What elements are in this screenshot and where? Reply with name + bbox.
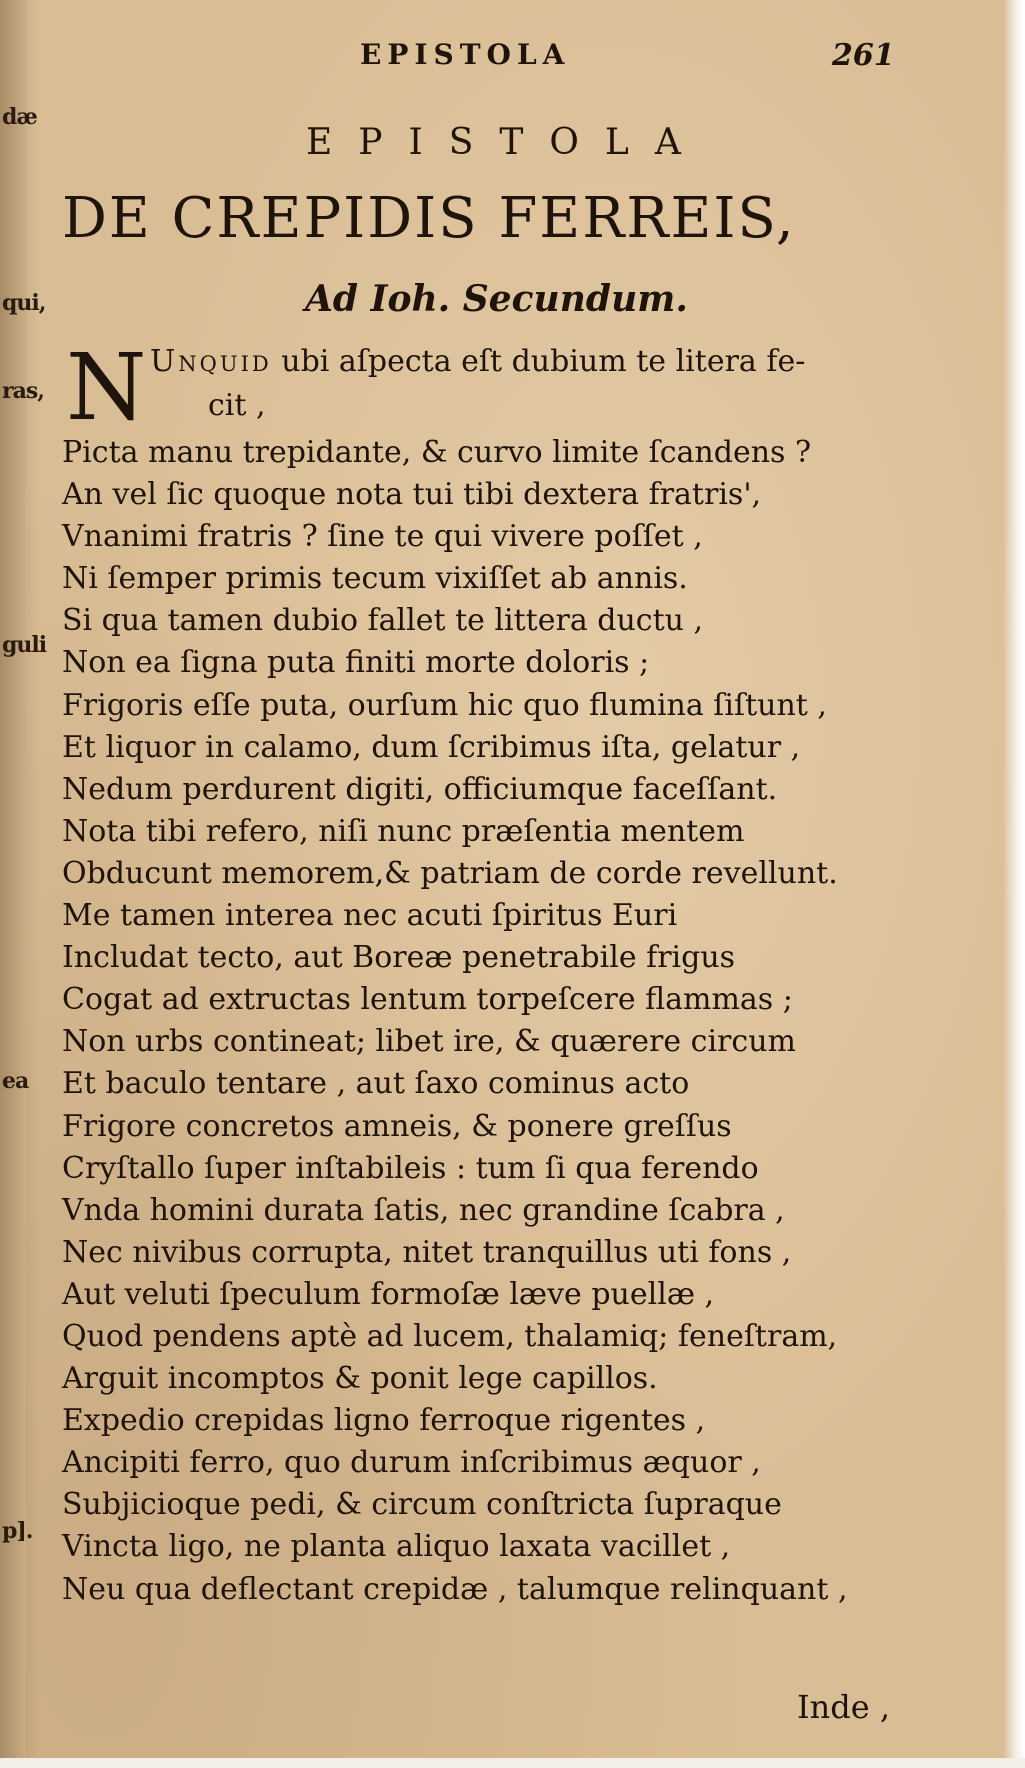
verse-line: Vincta ligo, ne planta aliquo laxata vacillet ,: [62, 1529, 731, 1565]
verse-line: Non urbs contineat; libet ire, & quærere circum: [62, 1024, 796, 1060]
drop-cap: N: [66, 334, 147, 441]
verse-line: Me tamen interea nec acuti ſpiritus Euri: [62, 898, 678, 934]
heading-label: EPISTOLA: [306, 122, 707, 163]
verse-line: Frigore concretos amneis, & ponere greſſus: [62, 1108, 732, 1144]
verse-line: Picta manu trepidante, & curvo limite ſcandens ?: [62, 435, 812, 470]
margin-fragment: guli: [2, 632, 47, 658]
margin-fragment: p].: [2, 1518, 33, 1544]
verse-line: Subjicioque pedi, & circum conſtricta ſupraque: [62, 1487, 782, 1523]
verse-line: An vel ſic quoque nota tui tibi dextera fratris',: [62, 477, 762, 513]
verse-line: Non ea ſigna puta finiti morte doloris ;: [62, 645, 650, 681]
first-line-text: ubi aſpecta eſt dubium te litera fe-: [281, 344, 806, 379]
verse-line: Ni ſemper primis tecum vixiſſet ab annis.: [62, 561, 688, 597]
first-verse-line: [150, 344, 805, 379]
verse-line: Quod pendens aptè ad lucem, thalamiq; feneſtram,: [62, 1318, 838, 1354]
verse-line: Vnda homini durata ſatis, nec grandine ſcabra ,: [62, 1192, 785, 1228]
verse-line: Et liquor in calamo, dum ſcribimus iſta, gelatur ,: [62, 729, 801, 765]
verse-line: Expedio crepidas ligno ferroque rigentes ,: [62, 1403, 706, 1439]
verse-line: Neu qua deflectant crepidæ , talumque relinquant ,: [62, 1571, 848, 1607]
first-word-caps: Unquid: [150, 344, 272, 379]
verse-line: Includat tecto, aut Boreæ penetrabile frigus: [62, 940, 736, 976]
running-head: EPISTOLA: [360, 38, 571, 71]
first-line-continuation: cit ,: [208, 388, 266, 423]
page-title: DE CREPIDIS FERREIS,: [62, 186, 796, 251]
verse-line: Nec nivibus corrupta, nitet tranquillus uti fons ,: [62, 1234, 792, 1270]
page-number: 261: [832, 38, 895, 73]
margin-fragment: ras,: [2, 378, 44, 404]
margin-fragment: qui,: [2, 290, 46, 316]
page-right-edge: [1003, 0, 1025, 1768]
verse-line: Frigoris eſſe puta, ourſum hic quo flumina ſiſtunt ,: [62, 687, 827, 723]
verse-list: [62, 432, 902, 1611]
verse-line: Vnanimi fratris ? ſine te qui vivere poſſet ,: [62, 519, 703, 555]
verse-line: Ancipiti ferro, quo durum inſcribimus æquor ,: [62, 1445, 761, 1481]
verse-line: Aut veluti ſpeculum formoſæ læve puellæ ,: [62, 1276, 715, 1312]
verse-line: Et baculo tentare , aut ſaxo cominus acto: [62, 1066, 690, 1102]
verse-line: Cogat ad extructas lentum torpeſcere flammas ;: [62, 982, 793, 1018]
verse-line: Nota tibi refero, niſi nunc præſentia mentem: [62, 813, 745, 849]
page-bottom-edge: [0, 1758, 1025, 1768]
facing-page-edge: [0, 0, 29, 1768]
dedication-subtitle: Ad Ioh. Secundum.: [305, 278, 688, 320]
verse-line: Si qua tamen dubio fallet te littera ductu ,: [62, 603, 704, 639]
verse-line: Nedum perdurent digiti, officiumque faceſſant.: [62, 771, 778, 807]
verse-line: Obducunt memorem,& patriam de corde revellunt.: [62, 855, 838, 891]
margin-fragment: ea: [2, 1068, 29, 1094]
catchword: Inde ,: [797, 1688, 891, 1726]
margin-fragment: dæ: [2, 104, 37, 130]
verse-line: Arguit incomptos & ponit lege capillos.: [62, 1361, 658, 1397]
verse-line: Cryſtallo ſuper inſtabileis : tum ſi qua ferendo: [62, 1150, 759, 1186]
